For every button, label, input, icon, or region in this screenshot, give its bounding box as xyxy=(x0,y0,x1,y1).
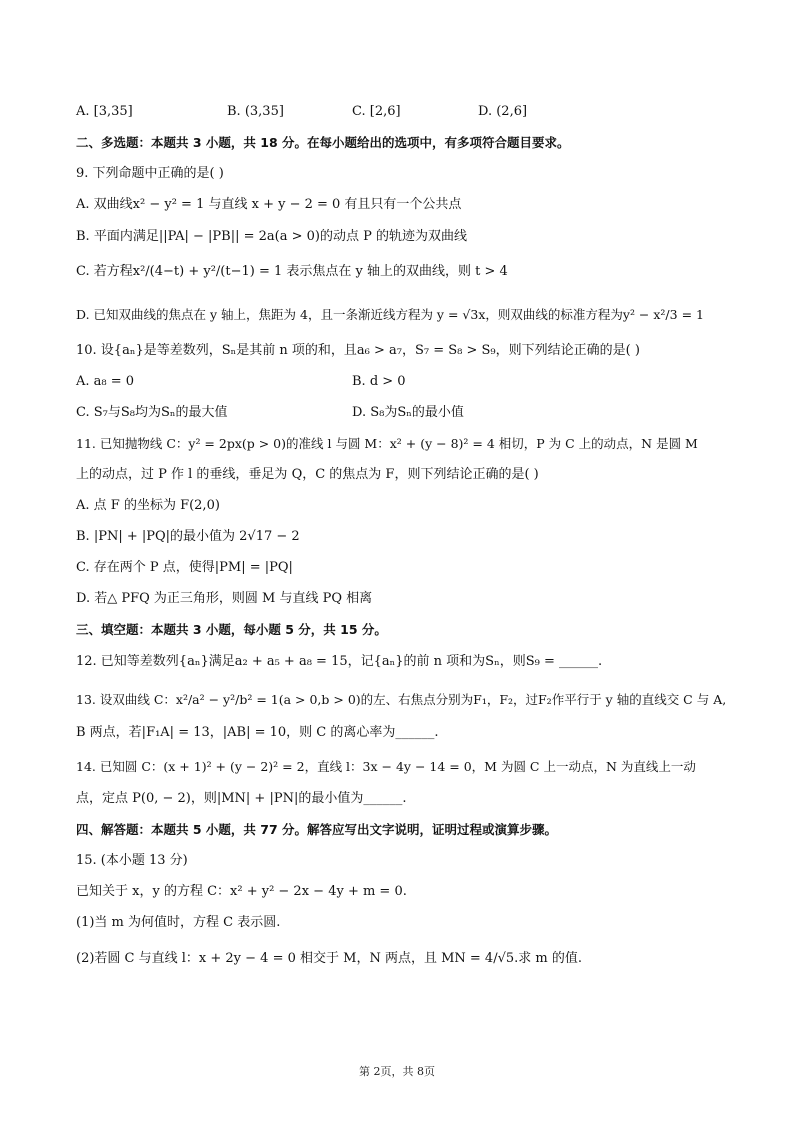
q10-option-a: A. a₈ = 0 xyxy=(76,374,135,389)
q11-stem-line2: 上的动点，过 P 作 l 的垂线，垂足为 Q，C 的焦点为 F，则下列结论正确的是( ) xyxy=(76,467,539,482)
q8-option-b: B. (3,35] xyxy=(227,104,284,119)
q10-option-d: D. S₈为Sₙ的最小值 xyxy=(352,405,464,420)
q9-stem: 9. 下列命题中正确的是( ) xyxy=(76,166,224,181)
section4-heading: 四、解答题：本题共 5 小题，共 77 分。解答应写出文字说明，证明过程或演算步骤。 xyxy=(76,822,558,837)
q10-stem: 10. 设{aₙ}是等差数列，Sₙ是其前 n 项的和，且a₆ > a₇，S₇ = S₈ > S₉，则下列结论正确的是( ) xyxy=(76,343,640,358)
q11-option-d: D. 若△ PFQ 为正三角形，则圆 M 与直线 PQ 相离 xyxy=(76,591,373,606)
q9-option-c: C. 若方程x²/(4−t) + y²/(t−1) = 1 表示焦点在 y 轴上的双曲线，则 t > 4 xyxy=(76,264,508,279)
q15-title: 15. (本小题 13 分) xyxy=(76,853,188,868)
q11-stem-line1: 11. 已知抛物线 C：y² = 2px(p > 0)的准线 l 与圆 M：x² + (y − 8)² = 4 相切，P 为 C 上的动点，N 是圆 M xyxy=(76,436,698,451)
q12-text: 12. 已知等差数列{aₙ}满足a₂ + a₅ + a₈ = 15，记{aₙ}的前 n 项和为Sₙ，则S₉ = ______. xyxy=(76,654,603,669)
q13-line2: B 两点，若|F₁A| = 13，|AB| = 10，则 C 的离心率为______. xyxy=(76,725,439,740)
q15-intro: 已知关于 x，y 的方程 C：x² + y² − 2x − 4y + m = 0. xyxy=(76,884,407,899)
q10-option-b: B. d > 0 xyxy=(352,374,406,389)
q11-option-b: B. |PN| + |PQ|的最小值为 2√17 − 2 xyxy=(76,529,300,544)
q11-option-a: A. 点 F 的坐标为 F(2,0) xyxy=(76,498,220,513)
q13-line1: 13. 设双曲线 C：x²/a² − y²/b² = 1(a > 0,b > 0)的左、右焦点分别为F₁，F₂，过F₂作平行于 y 轴的直线交 C 与 A, xyxy=(76,692,727,707)
q9-option-b: B. 平面内满足||PA| − |PB|| = 2a(a > 0)的动点 P 的轨迹为双曲线 xyxy=(76,229,468,244)
q15-part2: (2)若圆 C 与直线 l：x + 2y − 4 = 0 相交于 M，N 两点，且 MN = 4/√5.求 m 的值. xyxy=(76,951,582,966)
q15-part1: (1)当 m 为何值时，方程 C 表示圆. xyxy=(76,915,281,930)
q10-option-c: C. S₇与S₈均为Sₙ的最大值 xyxy=(76,405,228,420)
q14-line2: 点，定点 P(0, − 2)，则|MN| + |PN|的最小值为______. xyxy=(76,791,407,806)
section3-heading: 三、填空题：本题共 3 小题，每小题 5 分，共 15 分。 xyxy=(76,622,387,637)
q8-option-d: D. (2,6] xyxy=(478,104,528,119)
section2-heading: 二、多选题：本题共 3 小题，共 18 分。在每小题给出的选项中，有多项符合题目要求。 xyxy=(76,135,570,150)
q9-option-a: A. 双曲线x² − y² = 1 与直线 x + y − 2 = 0 有且只有一个公共点 xyxy=(76,197,462,212)
q8-option-a: A. [3,35] xyxy=(76,104,133,119)
q11-option-c: C. 存在两个 P 点，使得|PM| = |PQ| xyxy=(76,560,293,575)
q14-line1: 14. 已知圆 C：(x + 1)² + (y − 2)² = 2，直线 l：3x − 4y − 14 = 0，M 为圆 C 上一动点，N 为直线上一动 xyxy=(76,759,696,774)
q8-option-c: C. [2,6] xyxy=(352,104,401,119)
page-footer: 第 2页，共 8页 xyxy=(359,1065,435,1078)
q9-option-d: D. 已知双曲线的焦点在 y 轴上，焦距为 4，且一条渐近线方程为 y = √3x，则双曲线的标准方程为y² − x²/3 = 1 xyxy=(76,307,704,322)
